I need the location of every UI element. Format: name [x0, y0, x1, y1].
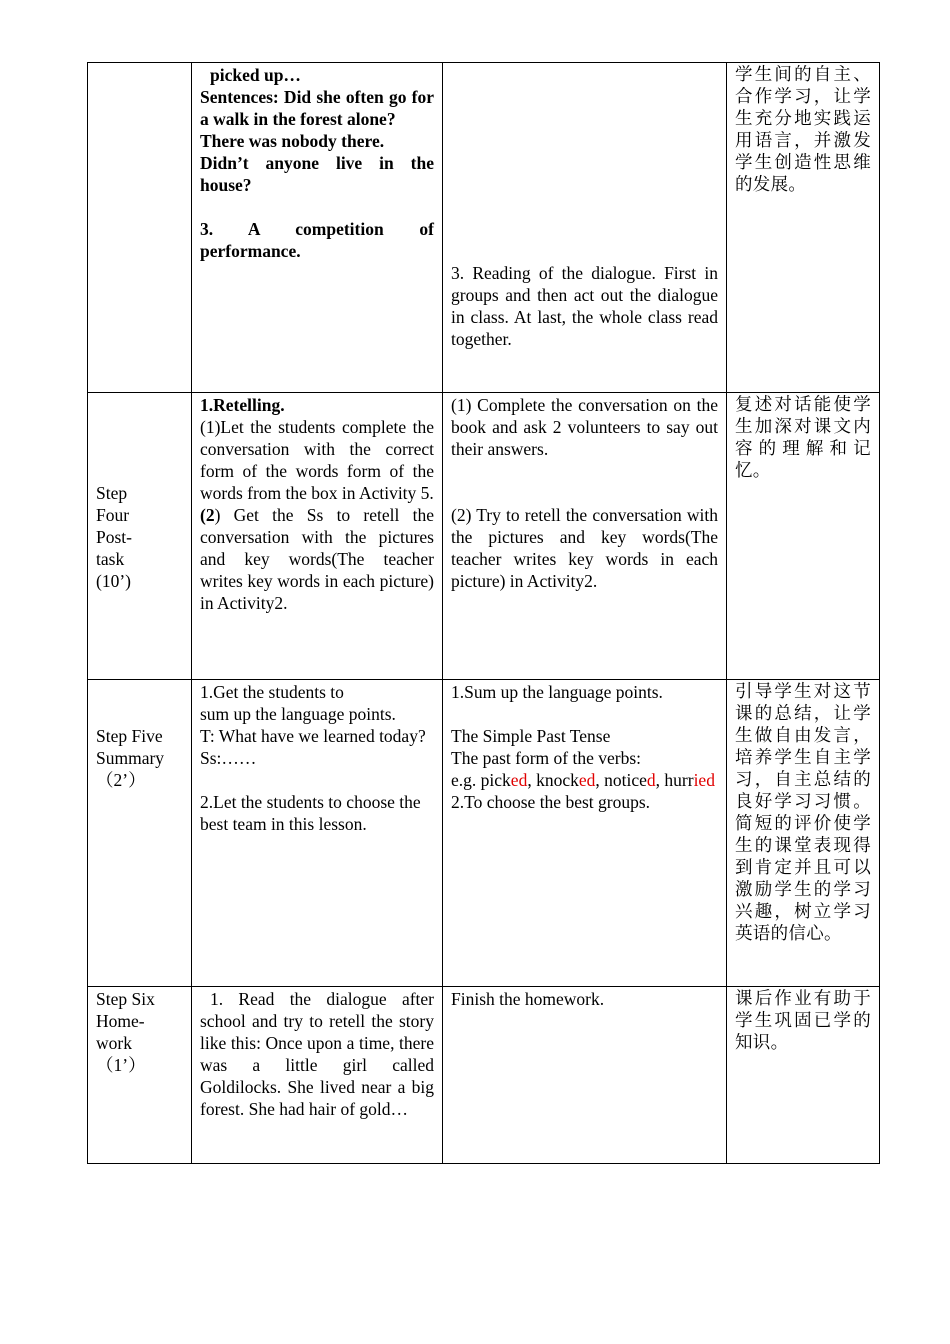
retelling-heading: 1.Retelling. — [200, 395, 285, 415]
student-item-2: 2.To choose the best groups. — [451, 792, 651, 812]
students-answer: Ss:…… — [200, 748, 257, 768]
purpose-cell — [727, 680, 880, 987]
verb-suffix: ed — [578, 770, 596, 790]
purpose-text: 引导学生对这节课的总结，让学生做自由发言，培养学生自主学习，自主总结的良好学习习惯。简短的评价使学生的课堂表现得到肯定并且可以激励学生的学习兴趣，树立学习英语的信心。 — [735, 682, 871, 944]
teacher-item-2-lead: (2 — [200, 505, 215, 525]
step-four-line: Step — [96, 482, 128, 503]
step-five-line: Step Five — [96, 726, 163, 746]
verb-example — [536, 770, 595, 790]
simple-past-tense: The Simple Past Tense — [451, 726, 611, 746]
verb-stem: pick — [480, 770, 511, 790]
teacher-item-2-rest: ) Get the Ss to retell the conversation with the pictures and key words(The teacher writes key words in each picture) in Activity2. — [200, 505, 434, 613]
step-six-line: Step Six — [96, 989, 155, 1009]
step-four-line: Post- — [96, 526, 132, 547]
verb-list: picked, knocked, noticed, hurried — [480, 770, 715, 790]
table-row-homework — [88, 987, 880, 1164]
student-item-1: (1) Complete the conversation on the book and ask 2 volunteers to say out their answers. — [451, 395, 718, 459]
purpose-text: 课后作业有助于学生巩固已学的知识。 — [735, 989, 871, 1053]
student-activity-cell — [443, 393, 727, 680]
table-row-continued — [88, 63, 880, 393]
table-row-summary — [88, 680, 880, 987]
student-activity-cell — [443, 987, 727, 1164]
student-item-1: 1.Sum up the language points. — [451, 682, 663, 702]
step-four-line: Four — [96, 504, 130, 525]
step-six-line: work — [96, 1033, 132, 1053]
step-cell-empty — [88, 63, 192, 393]
step-six-line: Home- — [96, 1011, 145, 1031]
teacher-activity-cell — [192, 393, 443, 680]
teacher-activity-cell — [192, 987, 443, 1164]
lesson-plan-table — [87, 62, 880, 1164]
step-five-line: （2’） — [96, 770, 146, 790]
homework-student-text: Finish the homework. — [451, 989, 605, 1009]
teacher-question: T: What have we learned today? — [200, 726, 426, 746]
purpose-cell — [727, 63, 880, 393]
verb-stem: notice — [604, 770, 647, 790]
teacher-activity-cell — [192, 680, 443, 987]
teacher-item-1b: sum up the language points. — [200, 704, 396, 724]
step-cell-five — [88, 680, 192, 987]
teacher-line-picked-up: picked up… — [210, 65, 301, 85]
past-form-heading: The past form of the verbs: — [451, 748, 642, 768]
teacher-sentences: Sentences: Did she often go for a walk in the forest alone? — [200, 87, 434, 129]
teacher-item-1a: 1.Get the students to — [200, 682, 344, 702]
teacher-item-1: (1)Let the students complete the conversation with the correct form of the words form of the words from the box in Activity 5. — [200, 417, 434, 503]
teacher-activity-cell — [192, 63, 443, 393]
verb-examples — [451, 769, 718, 791]
teacher-item-2 — [200, 504, 434, 614]
step-four-line: (10’) — [96, 570, 131, 591]
verb-example — [664, 770, 715, 790]
step-cell-four — [88, 393, 192, 680]
student-activity-cell — [443, 63, 727, 393]
verb-suffix: ied — [693, 770, 715, 790]
verb-example — [481, 770, 528, 790]
student-item-2: (2) Try to retell the conversation with the pictures and key words(The teacher writes key words in each picture) in Activity2. — [451, 505, 718, 591]
teacher-there-was: There was nobody there. — [200, 131, 385, 151]
homework-teacher-text: 1. Read the dialogue after school and try to retell the story like this: Once upon a time, there was a little girl called Goldilocks. She lived near a big forest. She had hair of gold… — [200, 989, 434, 1119]
teacher-didnt: Didn’t anyone live in the house? — [200, 153, 434, 195]
step-six-line: （1’） — [96, 1055, 146, 1075]
table-row-post-task — [88, 393, 880, 680]
verb-suffix: ed — [510, 770, 528, 790]
verb-suffix: d — [646, 770, 656, 790]
purpose-cell — [727, 987, 880, 1164]
verb-stem: knock — [536, 770, 579, 790]
purpose-text: 学生间的自主、合作学习，让学生充分地实践运用语言，并激发学生创造性思维的发展。 — [735, 65, 871, 195]
step-four-line: task — [96, 548, 125, 569]
eg-label: e.g. — [451, 770, 477, 790]
student-activity-cell — [443, 680, 727, 987]
purpose-text: 复述对话能使学生加深对课文内容的理解和记忆。 — [735, 395, 871, 481]
student-item-3: 3. Reading of the dialogue. First in groups and then act out the dialogue in class. At last, the whole class read together. — [451, 263, 718, 349]
step-cell-six — [88, 987, 192, 1164]
teacher-item-2: 2.Let the students to choose the best team in this lesson. — [200, 792, 421, 834]
verb-stem: hurr — [664, 770, 694, 790]
verb-example — [604, 770, 656, 790]
teacher-item-3: 3. A competition of performance. — [200, 219, 434, 261]
step-five-line: Summary — [96, 748, 165, 768]
purpose-cell — [727, 393, 880, 680]
